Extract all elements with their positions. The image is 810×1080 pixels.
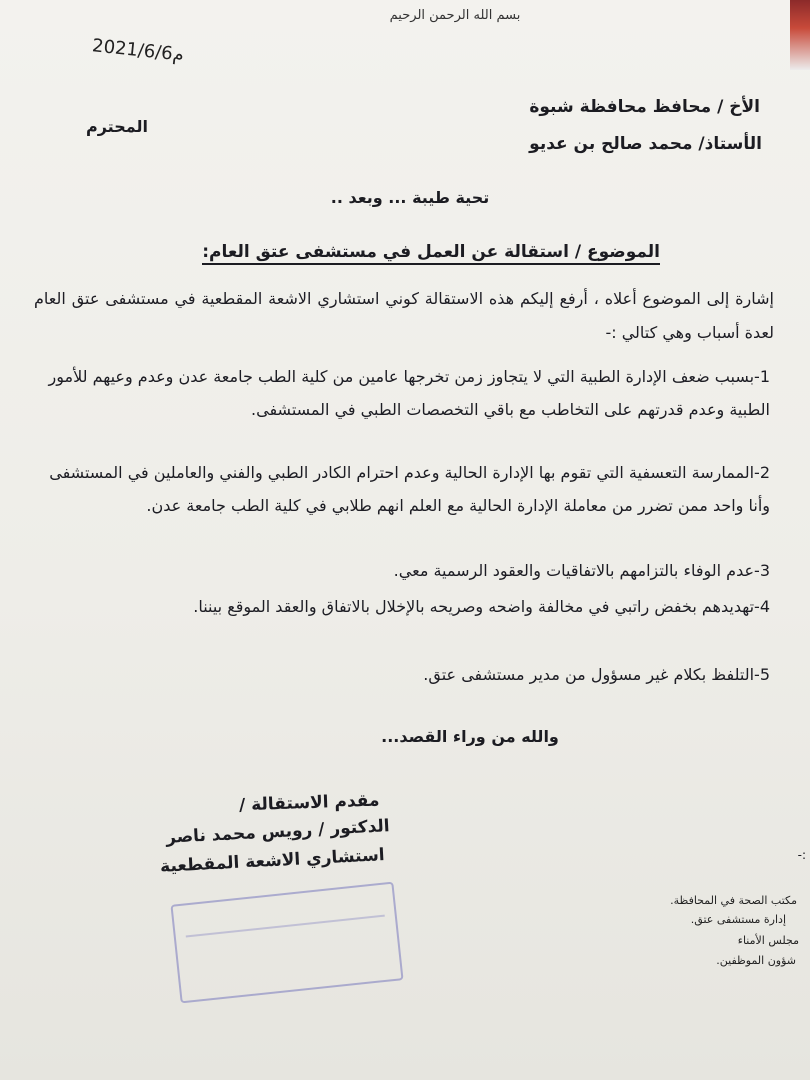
cc-item: شؤون الموظفين. xyxy=(716,954,796,967)
subject-line: الموضوع / استقالة عن العمل في مستشفى عتق العام: xyxy=(202,242,660,265)
cc-item: إدارة مستشفى عتق. xyxy=(690,913,786,926)
official-stamp xyxy=(170,882,403,1004)
reason-item-4: 4-تهديدهم بخفض راتبي في مخالفة واضحه وصريحه بالإخلال بالاتفاق والعقد الموقع بيننا. xyxy=(193,597,770,616)
greeting: تحية طيبة ... وبعد .. xyxy=(330,188,490,207)
basmala: بسم الله الرحمن الرحيم xyxy=(389,8,521,23)
reason-item-5: 5-التلفظ بكلام غير مسؤول من مدير مستشفى عتق. xyxy=(423,665,770,684)
signature-title: استشاري الاشعة المقطعية xyxy=(159,845,386,877)
signature-name: الدكتور / رويس محمد ناصر xyxy=(165,816,391,848)
cc-item: مجلس الأمناء xyxy=(737,934,799,947)
signature-label: مقدم الاستقالة / xyxy=(239,790,381,816)
recipient-name: الأستاذ/ محمد صالح بن عديو xyxy=(529,134,762,154)
background-edge xyxy=(790,0,810,70)
recipient-title: الأخ / محافظ محافظة شبوة xyxy=(529,97,760,117)
honorific: المحترم xyxy=(86,117,148,136)
closing-phrase: والله من وراء القصد... xyxy=(381,727,559,746)
intro-paragraph: إشارة إلى الموضوع أعلاه ، أرفع إليكم هذه الاستقالة كوني استشاري الاشعة المقطعية في مستشفى عتق العام لعدة أسباب وهي كتالي :- xyxy=(34,289,774,342)
reason-item-3: 3-عدم الوفاء بالتزامهم بالاتفاقيات والعقود الرسمية معي. xyxy=(393,561,770,580)
reason-item-2: 2-الممارسة التعسفية التي تقوم بها الإدارة الحالية وعدم احترام الكادر الطبي والفني والعاملين في المستشفى وأنا واحد ممن تضرر من معاملة الإدارة الحالية مع العلم انهم طلابي في كلية الطب جامعة عدن. xyxy=(49,463,770,515)
letter-date: 2021/6/6م xyxy=(91,35,185,66)
reason-item-1: 1-بسبب ضعف الإدارة الطبية التي لا يتجاوز زمن تخرجها عامين من كلية الطب جامعة عدن وعدم وعيهم للأمور الطبية وعدم قدرتهم على التخاطب مع باقي التخصصات الطبي في المستشفى. xyxy=(48,367,770,419)
cc-heading: :- xyxy=(797,848,806,862)
cc-item: مكتب الصحة في المحافظة. xyxy=(670,894,797,907)
